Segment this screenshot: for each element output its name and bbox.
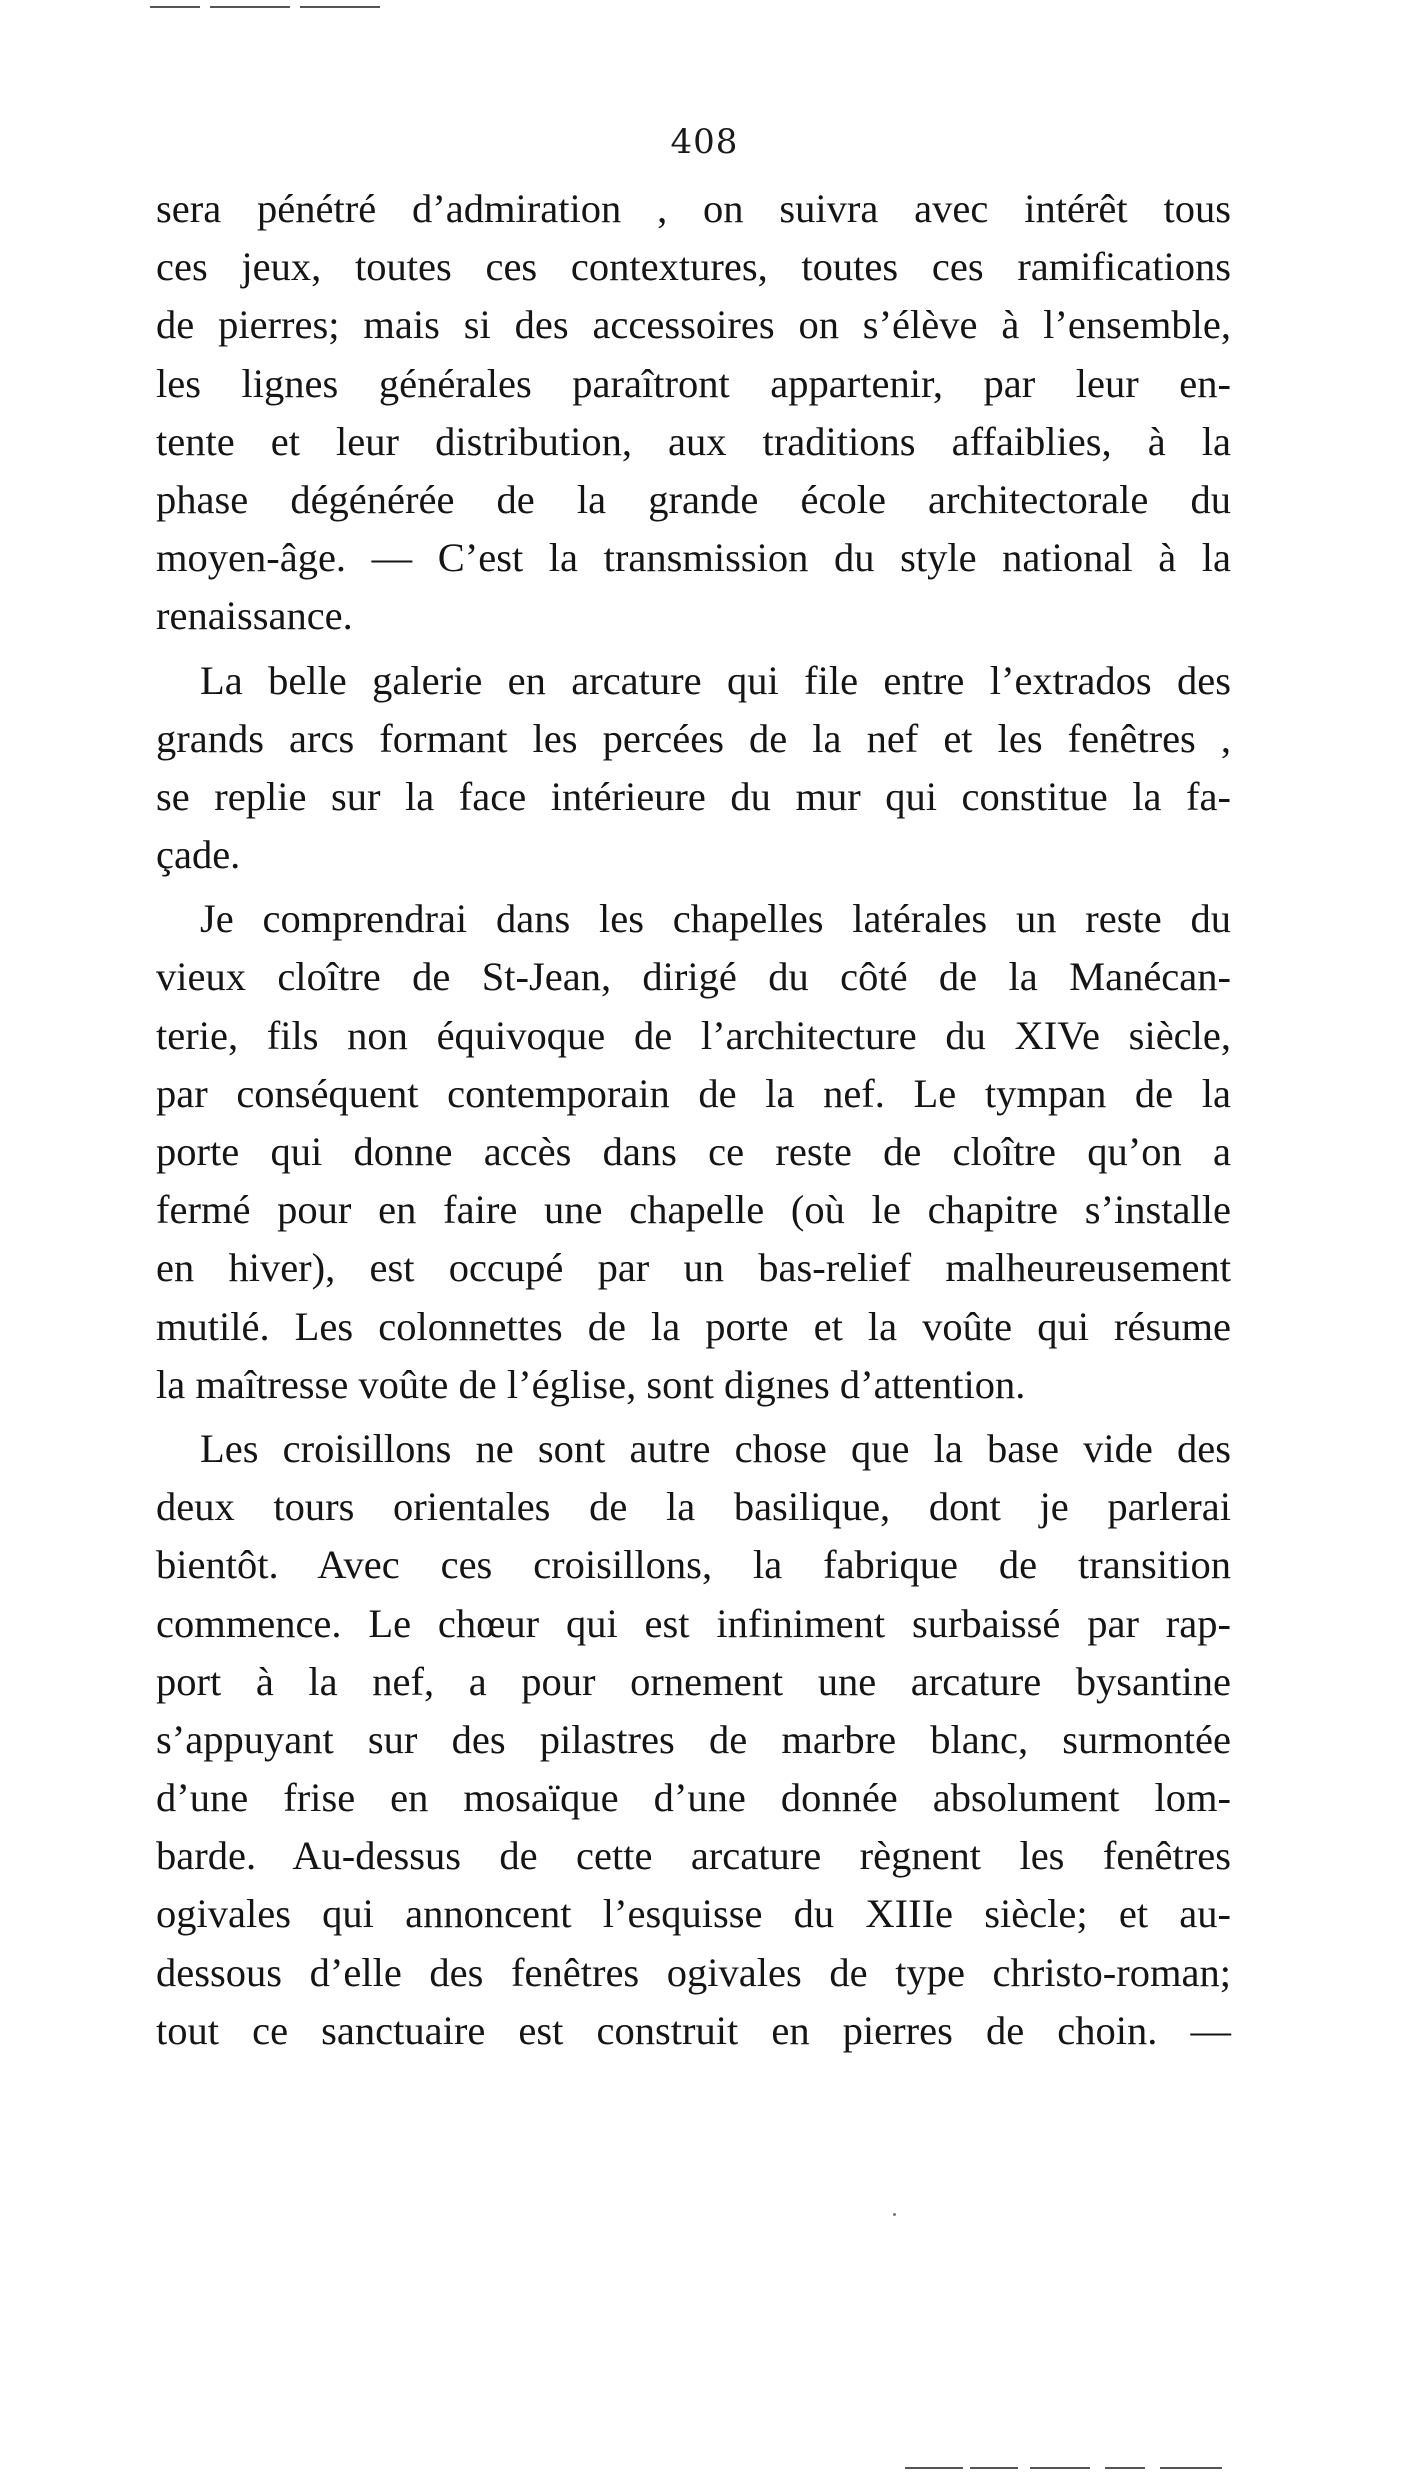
text-line: Les croisillons ne sont autre chose que la base vide des — [200, 1425, 1231, 1471]
text-line: mutilé. Les colonnettes de la porte et la voûte qui résume — [156, 1303, 1231, 1349]
text-line: barde. Au-dessus de cette arcature règnent les fenêtres — [156, 1833, 1231, 1879]
text-line: port à la nef, a pour ornement une arcature bysantine — [156, 1658, 1231, 1704]
text-line: fermé pour en faire une chapelle (où le chapitre s’installe — [156, 1187, 1231, 1233]
top-rule-right — [300, 6, 380, 8]
body-text — [156, 180, 1231, 2060]
bottom-rule-2 — [970, 2467, 1018, 2469]
text-line: commence. Le chœur qui est infiniment surbaissé par rap- — [156, 1600, 1231, 1646]
text-line: tout ce sanctuaire est construit en pierres de choin. — — [156, 2007, 1231, 2053]
bottom-rule-1 — [905, 2467, 963, 2469]
bottom-rule-3 — [1030, 2467, 1090, 2469]
text-line: renaissance. — [156, 593, 353, 639]
text-line: phase dégénérée de la grande école architectorale du — [156, 476, 1231, 522]
page-number: 408 — [670, 122, 739, 162]
text-line: grands arcs formant les percées de la nef et les fenêtres , — [156, 715, 1231, 761]
text-line: en hiver), est occupé par un bas-relief malheureusement — [156, 1245, 1231, 1291]
top-rule-middle — [210, 6, 290, 8]
text-line: s’appuyant sur des pilastres de marbre blanc, surmontée — [156, 1716, 1231, 1762]
text-line: ces jeux, toutes ces contextures, toutes ces ramifications — [156, 244, 1231, 290]
text-line: dessous d’elle des fenêtres ogivales de type christo-roman; — [156, 1949, 1231, 1995]
text-line: La belle galerie en arcature qui file entre l’extrados des — [200, 657, 1231, 703]
text-line: Je comprendrai dans les chapelles latérales un reste du — [200, 896, 1231, 942]
text-line: la maîtresse voûte de l’église, sont dignes d’attention. — [156, 1361, 1026, 1407]
text-line: bientôt. Avec ces croisillons, la fabrique de transition — [156, 1542, 1231, 1588]
text-line: les lignes générales paraîtront appartenir, par leur en- — [156, 360, 1231, 406]
text-line: moyen-âge. — C’est la transmission du style national à la — [156, 535, 1231, 581]
text-line: par conséquent contemporain de la nef. Le tympan de la — [156, 1070, 1231, 1116]
text-line: terie, fils non équivoque de l’architecture du XIVe siècle, — [156, 1012, 1231, 1058]
bottom-rule-4 — [1105, 2467, 1145, 2469]
paper-speck — [893, 2213, 896, 2216]
text-line: vieux cloître de St-Jean, dirigé du côté de la Manécan- — [156, 954, 1231, 1000]
text-line: deux tours orientales de la basilique, dont je parlerai — [156, 1484, 1231, 1530]
text-line: tente et leur distribution, aux traditions affaiblies, à la — [156, 418, 1231, 464]
text-line: porte qui donne accès dans ce reste de cloître qu’on a — [156, 1129, 1231, 1174]
bottom-rule-5 — [1160, 2467, 1222, 2469]
text-line: çade. — [156, 832, 241, 878]
text-line: sera pénétré d’admiration , on suivra avec intérêt tous — [156, 186, 1231, 231]
text-line: ogivales qui annoncent l’esquisse du XIIIe siècle; et au- — [156, 1891, 1231, 1937]
top-rule-left — [150, 6, 200, 8]
text-line: d’une frise en mosaïque d’une donnée absolument lom- — [156, 1775, 1231, 1821]
text-line: de pierres; mais si des accessoires on s’élève à l’ensemble, — [156, 302, 1231, 348]
text-line: se replie sur la face intérieure du mur qui constitue la fa- — [156, 773, 1231, 819]
